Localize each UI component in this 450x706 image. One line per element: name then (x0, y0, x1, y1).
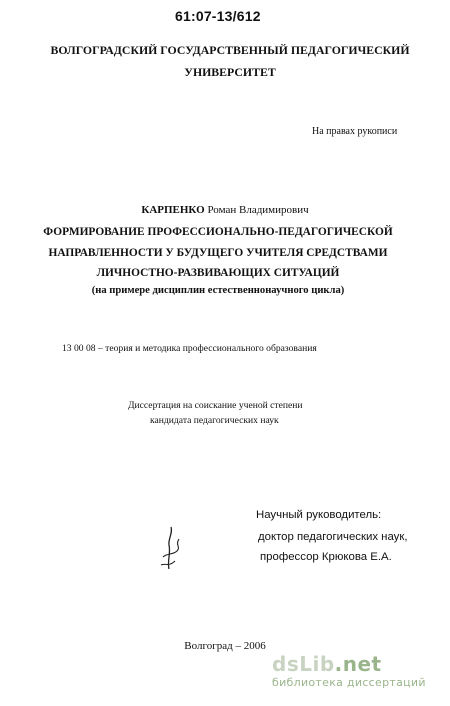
title-line1: ФОРМИРОВАНИЕ ПРОФЕССИОНАЛЬНО-ПЕДАГОГИЧЕСКОЙ (43, 226, 393, 238)
author-given-names: Роман Владимирович (207, 204, 309, 216)
university-name-line2: УНИВЕРСИТЕТ (184, 65, 276, 79)
watermark-tld: .net (334, 652, 382, 676)
supervisor-degree: доктор педагогических наук, (258, 531, 408, 543)
city-year: Волгоград – 2006 (184, 640, 266, 652)
supervisor-heading: Научный руководитель: (256, 509, 382, 521)
dissertation-line2: кандидата педагогических наук (150, 415, 279, 426)
signature-mark (157, 523, 189, 571)
author-name (0, 204, 450, 216)
rights-note: На правах рукописи (312, 126, 398, 137)
specialty-code: 13 00 08 – теория и методика профессионального образования (62, 343, 317, 354)
title-subtitle: (на примере дисциплин естественнонаучного цикла) (91, 285, 345, 296)
archive-code: 61:07-13/612 (175, 8, 261, 24)
watermark-subtitle: библиотека диссертаций (272, 676, 426, 689)
watermark-logo (272, 652, 382, 676)
author-surname: КАРПЕНКО (141, 204, 205, 216)
dissertation-line1: Диссертация на соискание ученой степени (128, 400, 303, 411)
title-line3: ЛИЧНОСТНО-РАЗВИВАЮЩИХ СИТУАЦИЙ (96, 267, 340, 279)
title-line2: НАПРАВЛЕННОСТИ У БУДУЩЕГО УЧИТЕЛЯ СРЕДСТВАМИ (48, 247, 388, 259)
watermark-name: dsLib (272, 652, 335, 676)
supervisor-name: профессор Крюкова Е.А. (260, 551, 392, 563)
university-name-line1: ВОЛГОГРАДСКИЙ ГОСУДАРСТВЕННЫЙ ПЕДАГОГИЧЕСКИЙ (50, 43, 410, 57)
